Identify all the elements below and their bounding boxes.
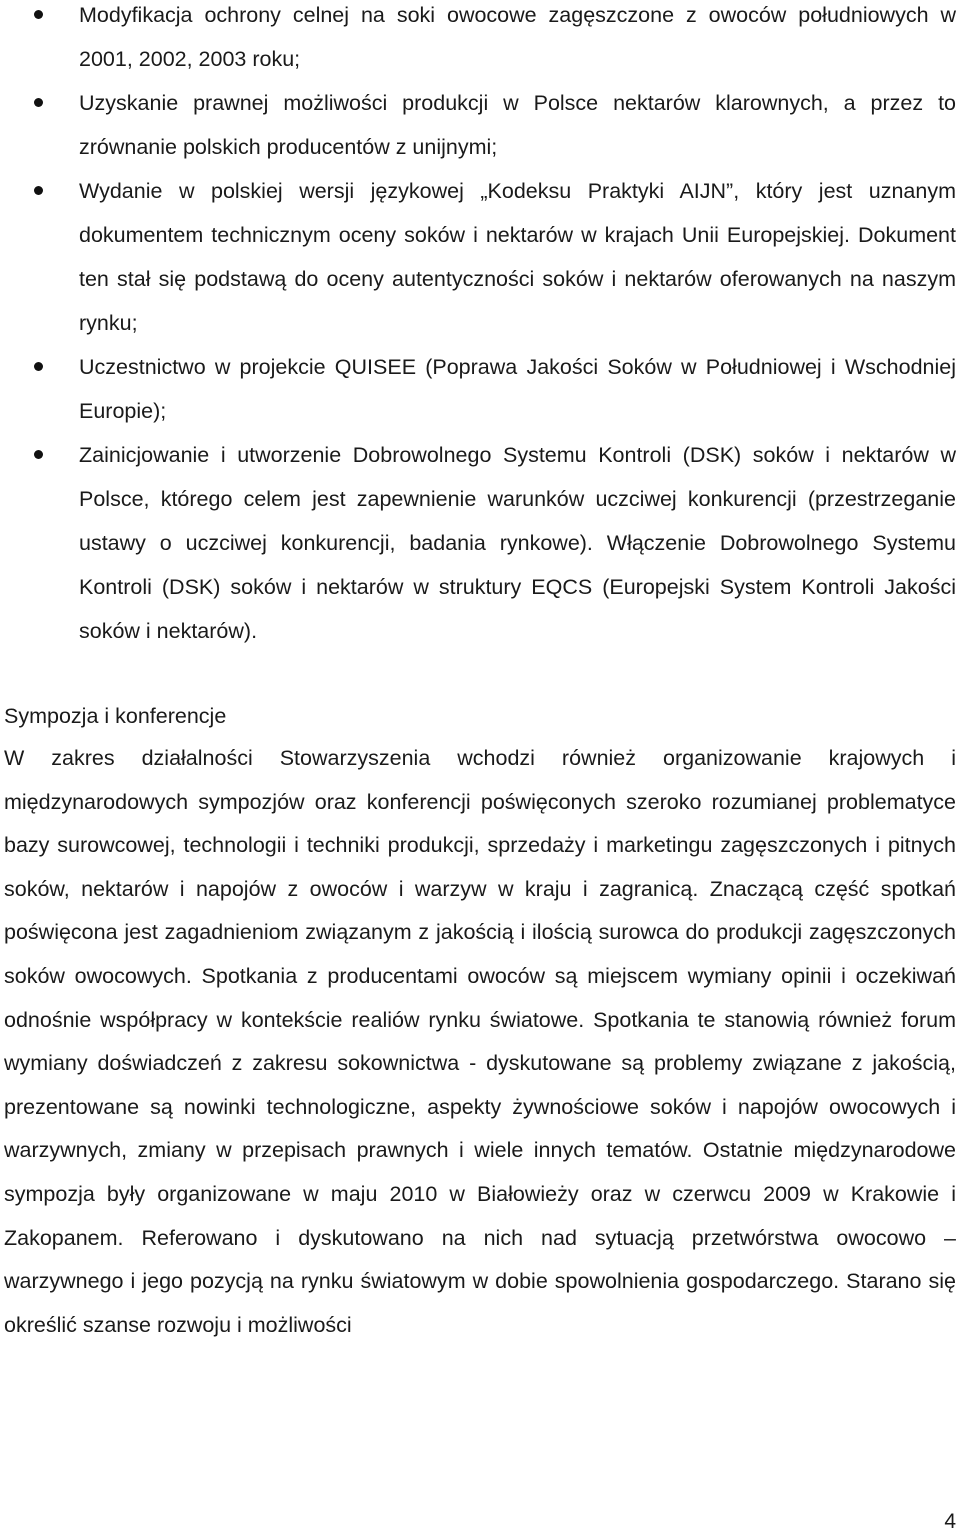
- bullet-text: Uzyskanie prawnej możliwości produkcji w Polsce nektarów klarownych, a przez to zrównanie polskich producentów z unijnymi;: [79, 91, 956, 159]
- bullet-icon: [34, 186, 43, 195]
- bullet-text: Uczestnictwo w projekcie QUISEE (Poprawa Jakości Soków w Południowej i Wschodniej Europie);: [79, 355, 956, 423]
- bullet-text: Zainicjowanie i utworzenie Dobrowolnego Systemu Kontroli (DSK) soków i nektarów w Polsce, którego celem jest zapewnienie warunków uczciwej konkurencji (przestrzeganie ustawy o uczciwej konkurencji, badania rynkowe). Włączenie Dobrowolnego Systemu Kontroli (DSK) soków i nektarów w struktury EQCS (Europejski System Kontroli Jakości soków i nektarów).: [79, 443, 956, 643]
- bullet-text: Wydanie w polskiej wersji językowej „Kodeksu Praktyki AIJN”, który jest uznanym dokumentem technicznym oceny soków i nektarów w krajach Unii Europejskiej. Dokument ten stał się podstawą do oceny autentyczności soków i nektarów oferowanych na naszym rynku;: [79, 179, 956, 335]
- bullet-item: [0, 169, 960, 345]
- bullet-text: Modyfikacja ochrony celnej na soki owocowe zagęszczone z owoców południowych w 2001, 2002, 2003 roku;: [79, 3, 956, 71]
- bullet-icon: [34, 10, 43, 19]
- bullet-item: [0, 81, 960, 169]
- bullet-item: [0, 433, 960, 653]
- section-body-paragraph: W zakres działalności Stowarzyszenia wchodzi również organizowanie krajowych i międzynarodowych sympozjów oraz konferencji poświęconych szeroko rozumianej problematyce bazy surowcowej, technologii i techniki produkcji, sprzedaży i marketingu zagęszczonych i pitnych soków, nektarów i napojów z owoców i warzyw w kraju i zagranicą. Znaczącą część spotkań poświęcona jest zagadnieniom związanym z jakością i ilością surowca do produkcji zagęszczonych soków owocowych. Spotkania z producentami owoców są miejscem wymiany opinii i oczekiwań odnośnie współpracy w kontekście realiów rynku światowe. Spotkania te stanowią również forum wymiany doświadczeń z zakresu sokownictwa - dyskutowane są problemy związane z jakością, prezentowane są nowinki technologiczne, aspekty żywnościowe soków i napojów owocowych i warzywnych, zmiany w przepisach prawnych i wiele innych tematów. Ostatnie międzynarodowe sympozja były organizowane w maju 2010 w Białowieży oraz w czerwcu 2009 w Krakowie i Zakopanem. Referowano i dyskutowano na nich nad sytuacją przetwórstwa owocowo – warzywnego i jego pozycją na rynku światowym w dobie spowolnienia gospodarczego. Starano się określić szanse rozwoju i możliwości: [4, 746, 956, 1337]
- achievements-bullet-list: [0, 0, 960, 653]
- bullet-icon: [34, 98, 43, 107]
- bullet-icon: [34, 450, 43, 459]
- bullet-icon: [34, 362, 43, 371]
- section-heading: Sympozja i konferencje: [4, 704, 227, 728]
- bullet-item: [0, 345, 960, 433]
- page-number: 4: [944, 1510, 956, 1533]
- bullet-item: [0, 0, 960, 81]
